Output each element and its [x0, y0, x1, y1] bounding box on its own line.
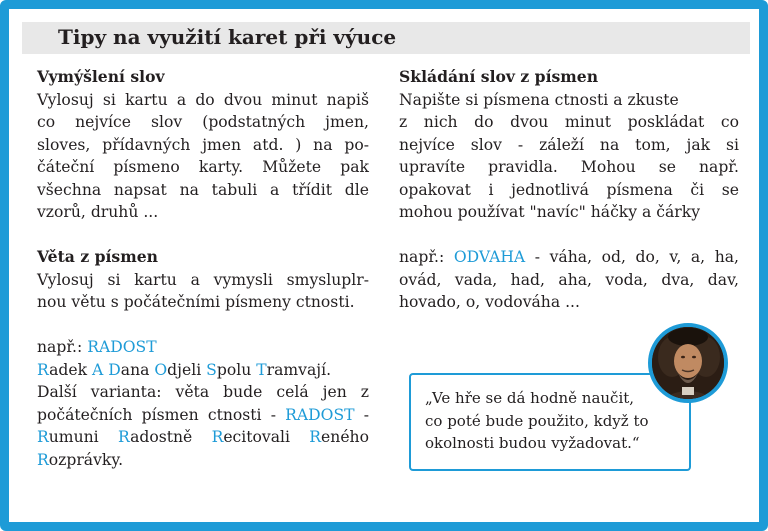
section-heading-vymysleni-slov: Vymýšlení slov [37, 67, 165, 86]
example-word: ODVAHA [453, 248, 526, 266]
text-line: Vylosuj si kartu a vymysli smysluplr- [37, 270, 369, 289]
text-line: upravíte pravidla. Mohou se např. [399, 158, 739, 176]
right-column [399, 66, 739, 314]
text-line: co nejvíce slov (podstatných jmen, [37, 113, 369, 131]
text-line: ovád, vada, had, aha, voda, dva, dav, [399, 270, 739, 289]
section-heading-skladani-slov: Skládání slov z písmen [399, 67, 599, 86]
acronym-sentence: Rozprávky. [37, 450, 124, 469]
acronym-sentence: Rumuni Radostně Recitovali Reného [37, 428, 369, 446]
variant-word: RADOST [285, 405, 355, 424]
acronym-word: Odjeli [154, 360, 207, 379]
section-heading-veta-z-pismen: Věta z písmen [37, 247, 158, 266]
text-line: Vylosuj si kartu a do dvou minut napiš [37, 90, 369, 109]
text-line: všechna napsat na tabuli a třídit dle [37, 180, 369, 199]
acronym-sentence [37, 359, 369, 382]
portrait-image [648, 323, 728, 403]
quote-box [409, 373, 691, 471]
page-title: Tipy na využití karet při výuce [58, 25, 397, 49]
quote-line: co poté bude použito, když to [425, 411, 649, 430]
left-column [37, 66, 369, 471]
text-line: z nich do dvou minut poskládat co [399, 113, 739, 131]
example-line: např.: ODVAHA - váha, od, do, v, a, ha, [399, 248, 739, 266]
acronym-word: Radek [37, 360, 93, 379]
text-line: čáteční písmeno karty. Můžete pak [37, 158, 369, 176]
acronym-word: Spolu [206, 360, 257, 379]
quote-line: „Ve hře se dá hodně naučit, [425, 389, 635, 407]
example-word: RADOST [87, 338, 157, 356]
text-line: Další varianta: věta bude celá jen z [37, 383, 369, 401]
acronym-word: A [92, 360, 104, 379]
title-bar [22, 22, 750, 54]
acronym-word: Dana [108, 360, 155, 379]
text-line: nou větu s počátečními písmeny ctnosti. [37, 293, 355, 311]
text-line: mohou používat "navíc" háčky a čárky [399, 203, 701, 221]
example-prefix: např.: [37, 338, 88, 356]
text-line: opakovat i jednotlivá písmena či se [399, 180, 739, 199]
text-line: vzorů, druhů ... [37, 203, 159, 221]
text-line: sloves, přídavných jmen atd. ) na po- [37, 135, 369, 154]
text-line: nejvíce slov - záleží na tom, jak si [399, 135, 739, 154]
example-line [37, 336, 369, 359]
text-line: hovado, o, vodováha ... [399, 293, 580, 311]
quote-text [425, 387, 649, 455]
variant-line: počátečních písmen ctnosti - RADOST - [37, 405, 370, 424]
text-line: Napište si písmena ctnosti a zkuste [399, 90, 679, 109]
portrait-illustration [652, 327, 724, 399]
acronym-word: Tramvají. [256, 360, 332, 379]
quote-line: okolnosti budou vyžadovat.“ [425, 434, 640, 452]
